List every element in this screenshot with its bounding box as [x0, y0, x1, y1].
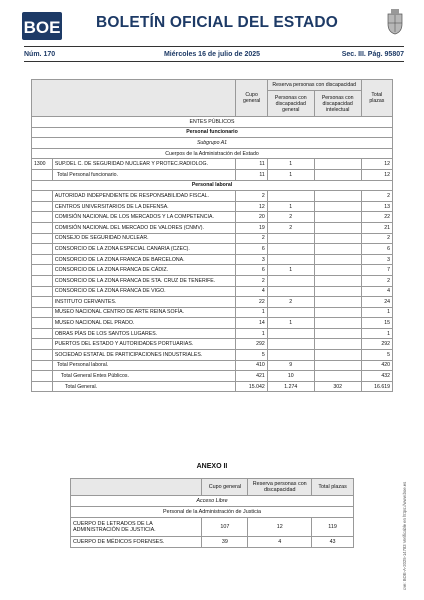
header-disc-intelectual: Personas con discapacidad intelectual — [314, 91, 361, 117]
row-general — [267, 233, 314, 244]
section-page: Sec. III. Pág. 95807 — [341, 51, 404, 58]
row-total: 4 — [361, 286, 392, 297]
row-name: CENTROS UNIVERSITARIOS DE LA DEFENSA. — [52, 201, 236, 212]
row-total: 22 — [361, 212, 392, 223]
row-total: 15 — [361, 318, 392, 329]
row-cupo: 12 — [236, 201, 267, 212]
row-total: 7 — [361, 265, 392, 276]
row-intelectual — [314, 328, 361, 339]
row-code — [32, 328, 53, 339]
row-intelectual — [314, 222, 361, 233]
positions-table — [31, 79, 393, 392]
row-cupo: 2 — [236, 233, 267, 244]
row-code — [32, 233, 53, 244]
row-general: 1 — [267, 169, 314, 180]
header-reserva: Reserva personas con discapacidad — [267, 80, 361, 91]
row-cupo: 2 — [236, 191, 267, 202]
row-cupo: 20 — [236, 212, 267, 223]
row-cupo: 4 — [236, 286, 267, 297]
row-general — [267, 328, 314, 339]
row-intelectual — [314, 307, 361, 318]
row-cupo: 14 — [236, 318, 267, 329]
row-intelectual — [314, 360, 361, 371]
row-name: COMISIÓN NACIONAL DE LOS MERCADOS Y LA COMPETENCIA. — [52, 212, 236, 223]
row-general: 1 — [267, 265, 314, 276]
row-total: 3 — [361, 254, 392, 265]
row-name: CUERPO DE MÉDICOS FORENSES. — [71, 537, 202, 548]
row-intelectual: 302 — [314, 381, 361, 392]
table-row — [32, 350, 393, 361]
row-general: 1.274 — [267, 381, 314, 392]
table-row — [32, 201, 393, 212]
row-general: 2 — [267, 212, 314, 223]
row-cupo: 6 — [236, 244, 267, 255]
row-code — [32, 350, 53, 361]
row-intelectual — [314, 275, 361, 286]
row-general — [267, 275, 314, 286]
row-total: 12 — [361, 169, 392, 180]
row-cupo: 11 — [236, 169, 267, 180]
row-intelectual — [314, 169, 361, 180]
row-code — [32, 201, 53, 212]
table-row — [32, 159, 393, 170]
row-name: INSTITUTO CERVANTES. — [52, 297, 236, 308]
row-name: OBRAS PÍAS DE LOS SANTOS LUGARES. — [52, 328, 236, 339]
row-cupo: 5 — [236, 350, 267, 361]
row-general: 2 — [267, 297, 314, 308]
row-name: CONSEJO DE SEGURIDAD NUCLEAR. — [52, 233, 236, 244]
header-total: Total plazas — [361, 80, 392, 117]
row-total: 1 — [361, 307, 392, 318]
annex-title: ANEXO II — [196, 463, 228, 470]
header-rule-top — [24, 46, 404, 47]
row-total: 24 — [361, 297, 392, 308]
annex-header-total: Total plazas — [312, 479, 354, 496]
row-code — [32, 244, 53, 255]
row-cupo: 11 — [236, 159, 267, 170]
row-intelectual — [314, 339, 361, 350]
table-row — [32, 307, 393, 318]
row-code — [32, 254, 53, 265]
row-general — [267, 286, 314, 297]
section-funcionario: Personal funcionario — [32, 127, 393, 138]
annex-header-reserva: Reserva personas con discapacidad — [248, 479, 312, 496]
row-general — [267, 254, 314, 265]
row-name: CONSORCIO DE LA ZONA ESPECIAL CANARIA (CZEC). — [52, 244, 236, 255]
row-intelectual — [314, 254, 361, 265]
row-total: 2 — [361, 233, 392, 244]
row-reserva: 12 — [248, 518, 312, 537]
row-code — [32, 286, 53, 297]
row-general — [267, 244, 314, 255]
row-name: CONSORCIO DE LA ZONA FRANCA DE STA. CRUZ DE TENERIFE. — [52, 275, 236, 286]
row-cupo: 410 — [236, 360, 267, 371]
table-row — [32, 318, 393, 329]
row-name: MUSEO NACIONAL CENTRO DE ARTE REINA SOFÍA. — [52, 307, 236, 318]
row-code — [32, 307, 53, 318]
row-name: CONSORCIO DE LA ZONA FRANCA DE BARCELONA. — [52, 254, 236, 265]
row-name: PUERTOS DEL ESTADO Y AUTORIDADES PORTUARIAS. — [52, 339, 236, 350]
section-cuerpos: Cuerpos de la Administración del Estado — [32, 148, 393, 159]
header-rule-bottom — [24, 61, 404, 62]
row-total: 13 — [361, 201, 392, 212]
row-general: 9 — [267, 360, 314, 371]
row-general: 1 — [267, 159, 314, 170]
table-row — [32, 212, 393, 223]
row-code — [32, 169, 53, 180]
row-intelectual — [314, 212, 361, 223]
table-row-grand-total — [32, 381, 393, 392]
table-row — [32, 244, 393, 255]
row-cupo: 107 — [202, 518, 248, 537]
row-general — [267, 339, 314, 350]
table-row — [32, 254, 393, 265]
header-disc-general: Personas con discapacidad general — [267, 91, 314, 117]
row-general: 2 — [267, 222, 314, 233]
table-row — [32, 328, 393, 339]
issue-number: Núm. 170 — [24, 51, 56, 58]
row-cupo: 22 — [236, 297, 267, 308]
annex-section-acceso: Acceso Libre — [71, 496, 354, 507]
row-name: AUTORIDAD INDEPENDIENTE DE RESPONSABILIDAD FISCAL. — [52, 191, 236, 202]
row-total: 2 — [361, 191, 392, 202]
header-empty — [32, 80, 236, 117]
table-row-total — [32, 169, 393, 180]
table-row — [32, 275, 393, 286]
row-intelectual — [314, 265, 361, 276]
row-total: 21 — [361, 222, 392, 233]
row-general: 1 — [267, 318, 314, 329]
table-row-total — [32, 360, 393, 371]
row-code — [32, 360, 53, 371]
row-intelectual — [314, 318, 361, 329]
row-intelectual — [314, 191, 361, 202]
row-total: 43 — [312, 537, 354, 548]
bulletin-title: BOLETÍN OFICIAL DEL ESTADO — [96, 14, 339, 31]
table-row-total — [32, 371, 393, 382]
row-reserva: 4 — [248, 537, 312, 548]
annex-header-empty — [71, 479, 202, 496]
table-row — [32, 222, 393, 233]
row-code — [32, 318, 53, 329]
row-total: 420 — [361, 360, 392, 371]
table-row — [32, 297, 393, 308]
row-name: SOCIEDAD ESTATAL DE PARTICIPACIONES INDUSTRIALES. — [52, 350, 236, 361]
issue-date: Miércoles 16 de julio de 2025 — [163, 51, 261, 58]
row-total: 119 — [312, 518, 354, 537]
row-code — [32, 297, 53, 308]
table-row — [32, 339, 393, 350]
row-total: 6 — [361, 244, 392, 255]
row-cupo: 19 — [236, 222, 267, 233]
table-row — [71, 537, 354, 548]
row-cupo: 1 — [236, 307, 267, 318]
row-cupo: 2 — [236, 275, 267, 286]
row-code: 1300 — [32, 159, 53, 170]
row-name: CONSORCIO DE LA ZONA FRANCA DE CÁDIZ. — [52, 265, 236, 276]
row-general — [267, 350, 314, 361]
table-row — [32, 265, 393, 276]
row-cupo: 39 — [202, 537, 248, 548]
row-intelectual — [314, 350, 361, 361]
row-code — [32, 381, 53, 392]
row-code — [32, 371, 53, 382]
row-name: COMISIÓN NACIONAL DEL MERCADO DE VALORES (CNMV). — [52, 222, 236, 233]
row-code — [32, 212, 53, 223]
svg-text:BOE: BOE — [23, 18, 61, 37]
row-intelectual — [314, 233, 361, 244]
row-code — [32, 222, 53, 233]
row-name: MUSEO NACIONAL DEL PRADO. — [52, 318, 236, 329]
header-cupo: Cupo general — [236, 80, 267, 117]
coat-of-arms-icon — [385, 8, 405, 36]
row-name: Total General Entes Públicos. — [52, 371, 236, 382]
table-row — [32, 233, 393, 244]
row-code — [32, 275, 53, 286]
row-name: Total Personal funcionario. — [52, 169, 236, 180]
row-cupo: 6 — [236, 265, 267, 276]
row-code — [32, 339, 53, 350]
section-laboral: Personal laboral — [32, 180, 393, 191]
row-total: 292 — [361, 339, 392, 350]
row-cupo: 421 — [236, 371, 267, 382]
row-intelectual — [314, 244, 361, 255]
annex-header-cupo: Cupo general — [202, 479, 248, 496]
section-entes: ENTES PÚBLICOS — [32, 117, 393, 128]
row-code — [32, 265, 53, 276]
row-code — [32, 191, 53, 202]
table-row — [71, 518, 354, 537]
row-intelectual — [314, 371, 361, 382]
section-subgrupo: Subgrupo A1 — [32, 138, 393, 149]
row-total: 1 — [361, 328, 392, 339]
row-total: 432 — [361, 371, 392, 382]
row-name: Total General. — [52, 381, 236, 392]
row-name: Total Personal laboral. — [52, 360, 236, 371]
row-name: CONSORCIO DE LA ZONA FRANCA DE VIGO. — [52, 286, 236, 297]
row-intelectual — [314, 286, 361, 297]
boe-logo — [22, 8, 62, 44]
row-general — [267, 307, 314, 318]
row-total: 2 — [361, 275, 392, 286]
row-total: 5 — [361, 350, 392, 361]
row-general — [267, 191, 314, 202]
verification-note: cve: BOE-A-2025-14783 Verificable en https://www.boe.es — [402, 481, 407, 590]
row-intelectual — [314, 297, 361, 308]
row-total: 16.619 — [361, 381, 392, 392]
row-cupo: 15.042 — [236, 381, 267, 392]
annex-table — [70, 478, 354, 548]
row-cupo: 292 — [236, 339, 267, 350]
row-general: 1 — [267, 201, 314, 212]
table-row — [32, 191, 393, 202]
row-total: 12 — [361, 159, 392, 170]
row-cupo: 1 — [236, 328, 267, 339]
row-intelectual — [314, 159, 361, 170]
row-name: SUP.DEL C. DE SEGURIDAD NUCLEAR Y PROTEC.RADIOLOG. — [52, 159, 236, 170]
row-name: CUERPO DE LETRADOS DE LA ADMINISTRACIÓN DE JUSTICIA. — [71, 518, 202, 537]
row-intelectual — [314, 201, 361, 212]
annex-section-personal: Personal de la Administración de Justicia — [71, 507, 354, 518]
row-cupo: 3 — [236, 254, 267, 265]
row-general: 10 — [267, 371, 314, 382]
table-row — [32, 286, 393, 297]
